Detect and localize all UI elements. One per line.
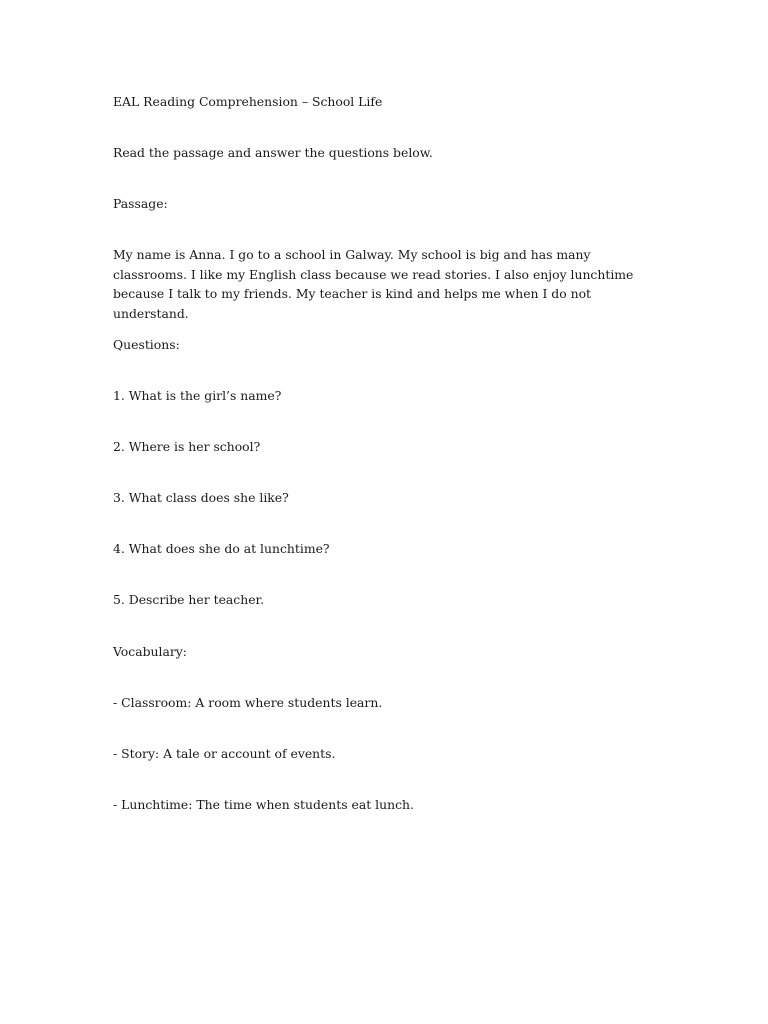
questions-heading: Questions: <box>113 337 180 352</box>
question-item: 5. Describe her teacher. <box>113 592 265 607</box>
document-title: EAL Reading Comprehension – School Life <box>113 94 383 109</box>
vocabulary-item: - Story: A tale or account of events. <box>113 746 336 761</box>
vocabulary-item: - Lunchtime: The time when students eat lunch. <box>113 797 414 812</box>
vocabulary-heading: Vocabulary: <box>113 644 187 659</box>
passage-heading: Passage: <box>113 196 168 211</box>
instructions-text: Read the passage and answer the questions below. <box>113 145 433 160</box>
question-item: 2. Where is her school? <box>113 439 261 454</box>
passage-text: My name is Anna. I go to a school in Galway. My school is big and has many classrooms. I like my English class because we read stories. I also enjoy lunchtime because I talk to my friends. My teacher is kind and helps me when I do not understand. <box>113 247 634 321</box>
vocabulary-item: - Classroom: A room where students learn. <box>113 695 383 710</box>
question-item: 4. What does she do at lunchtime? <box>113 541 330 556</box>
question-item: 1. What is the girl’s name? <box>113 388 282 403</box>
question-item: 3. What class does she like? <box>113 490 289 505</box>
